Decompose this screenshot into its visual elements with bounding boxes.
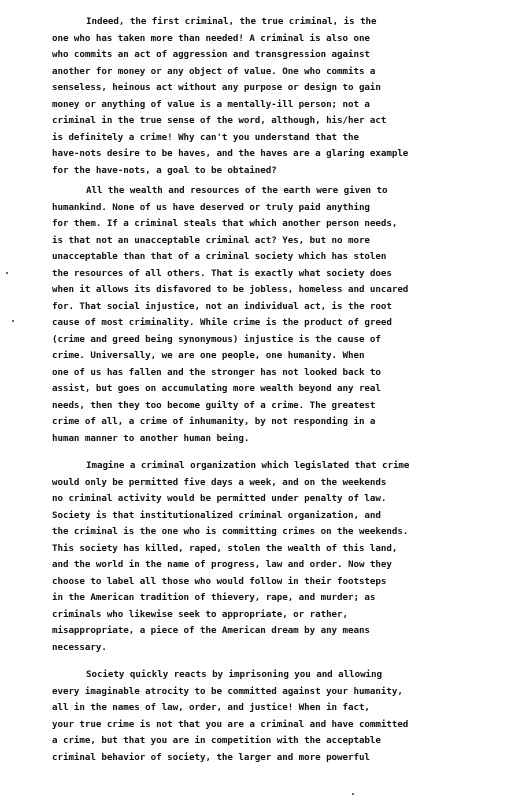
text-line: money or anything of value is a mentally-ill person; not a <box>52 98 370 110</box>
text-line: and the world in the name of progress, law and order. Now they <box>52 559 392 570</box>
text-line: Indeed, the first criminal, the true criminal, is the <box>86 16 377 27</box>
paragraph-3 <box>52 458 482 656</box>
text-line: choose to label all those who would follow in their footsteps <box>52 575 387 587</box>
paragraph-4 <box>52 667 482 766</box>
scan-speck <box>6 272 8 274</box>
text-line: human manner to another human being. <box>52 432 250 444</box>
text-line: is definitely a crime! Why can't you understand that the <box>52 131 359 143</box>
paragraph-1 <box>52 14 482 179</box>
text-line: the resources of all others. That is exactly what society does <box>52 267 392 279</box>
text-line: criminal in the true sense of the word, although, his/her act <box>52 115 387 126</box>
scan-speck <box>352 793 354 795</box>
text-line: criminals who likewise seek to appropriate, or rather, <box>52 608 348 620</box>
text-line: unacceptable than that of a criminal society which has stolen <box>52 251 387 262</box>
text-line: (crime and greed being synonymous) injustice is the cause of <box>52 333 381 345</box>
text-line: when it allows its disfavored to be jobless, homeless and uncared <box>52 284 409 295</box>
text-line: a crime, but that you are in competition with the acceptable <box>52 735 381 746</box>
text-line: for. That social injustice, not an individual act, is the root <box>52 300 392 312</box>
text-line: one who has taken more than needed! A criminal is also one <box>52 32 370 44</box>
text-line: cause of most criminality. While crime is the product of greed <box>52 317 392 328</box>
text-line: all in the names of law, order, and justice! When in fact, <box>52 702 370 713</box>
text-line: have-nots desire to be haves, and the haves are a glaring example <box>52 148 409 159</box>
text-line: would only be permitted five days a week, and on the weekends <box>52 476 387 488</box>
text-line: Society is that institutionalized criminal organization, and <box>52 509 381 521</box>
text-line: necessary. <box>52 641 107 653</box>
text-line: crime. Universally, we are one people, one humanity. When <box>52 350 365 361</box>
text-line: who commits an act of aggression and transgression against <box>52 49 370 60</box>
text-line: This society has killed, raped, stolen the wealth of this land, <box>52 542 398 554</box>
text-line: is that not an unacceptable criminal act? Yes, but no more <box>52 234 370 246</box>
text-line: for them. If a criminal steals that which another person needs, <box>52 218 398 229</box>
text-line: Society quickly reacts by imprisoning you and allowing <box>86 669 382 680</box>
text-line: assist, but goes on accumulating more wealth beyond any real <box>52 383 381 394</box>
text-line: needs, then they too become guilty of a crime. The greatest <box>52 399 376 411</box>
paragraph-2 <box>52 183 482 447</box>
text-line: every imaginable atrocity to be committed against your humanity, <box>52 685 403 697</box>
text-line: for the have-nots, a goal to be obtained? <box>52 164 277 176</box>
text-line: All the wealth and resources of the earth were given to <box>86 185 388 196</box>
text-line: Imagine a criminal organization which legislated that crime <box>86 460 410 471</box>
text-line: crime of all, a crime of inhumanity, by not responding in a <box>52 416 376 427</box>
text-line: criminal behavior of society, the larger and more powerful <box>52 751 370 763</box>
text-line: your true crime is not that you are a criminal and have committed <box>52 718 409 730</box>
text-line: no criminal activity would be permitted under penalty of law. <box>52 493 387 504</box>
text-line: in the American tradition of thievery, rape, and murder; as <box>52 592 376 603</box>
text-line: senseless, heinous act without any purpose or design to gain <box>52 82 381 93</box>
text-line: humankind. None of us have deserved or truly paid anything <box>52 201 370 213</box>
scan-speck <box>12 320 14 322</box>
text-line: one of us has fallen and the stronger has not looked back to <box>52 366 381 378</box>
text-line: misappropriate, a piece of the American dream by any means <box>52 625 370 636</box>
text-line: the criminal is the one who is committing crimes on the weekends. <box>52 526 409 537</box>
text-line: another for money or any object of value. One who commits a <box>52 65 376 77</box>
